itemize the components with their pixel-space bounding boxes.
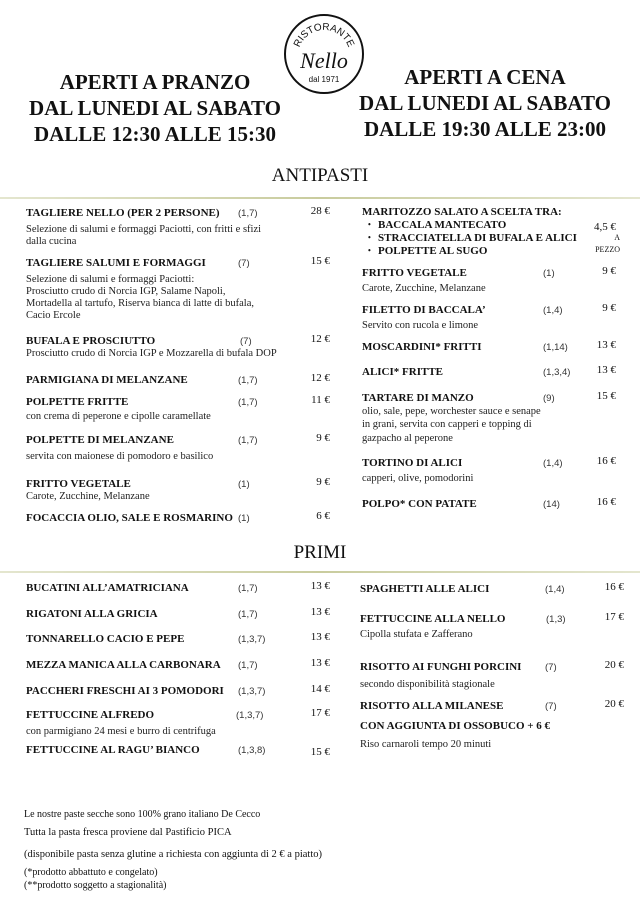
- menu-item-allergens: (9): [543, 393, 555, 404]
- menu-item-allergens: (1,3): [546, 614, 566, 625]
- menu-item-name: FETTUCCINE ALLA NELLO: [360, 613, 506, 625]
- menu-item-option: BACCALA MANTECATO •: [368, 219, 507, 231]
- menu-item-price: 13 €: [310, 631, 330, 643]
- menu-item-name: SPAGHETTI ALLE ALICI: [360, 583, 490, 595]
- menu-item-description: servita con maionese di pomodoro e basilico: [26, 451, 214, 462]
- menu-item-name: POLPETTE DI MELANZANE: [26, 434, 174, 446]
- menu-item-price: 20 €: [604, 698, 624, 710]
- dinner-hours: [325, 64, 640, 142]
- menu-item-price: 9 €: [316, 432, 330, 444]
- dinner-line: DAL LUNEDI AL SABATO: [359, 91, 611, 115]
- menu-item-description: gazpacho al peperone: [362, 433, 453, 444]
- menu-item-price: 13 €: [310, 657, 330, 669]
- menu-item-allergens: (1,7): [238, 375, 258, 386]
- dinner-line: DALLE 19:30 ALLE 23:00: [363, 117, 607, 141]
- menu-item-allergens: (1,7): [238, 397, 258, 408]
- footer-note: Le nostre paste secche sono 100% grano italiano De Cecco: [24, 809, 261, 820]
- menu-item-name: PARMIGIANA DI MELANZANE: [26, 374, 188, 386]
- menu-item-name: TAGLIERE NELLO (PER 2 PERSONE): [26, 207, 220, 219]
- menu-item-price: 17 €: [310, 707, 330, 719]
- menu-item-name: FILETTO DI BACCALA’: [362, 304, 486, 316]
- footer-note: (*prodotto abbattuto e congelato): [24, 867, 158, 878]
- menu-item-price: 17 €: [604, 611, 624, 623]
- menu-item-price: 9 €: [316, 476, 330, 488]
- menu-item-name: ALICI* FRITTE: [362, 366, 443, 378]
- menu-item-option: POLPETTE AL SUGO •: [368, 245, 488, 257]
- menu-item-price: 28 €: [310, 205, 330, 217]
- menu-item-price-unit: A: [614, 233, 620, 242]
- menu-item-description: capperi, olive, pomodorini: [362, 473, 474, 484]
- menu-item-name: FETTUCCINE ALFREDO: [26, 709, 155, 721]
- menu-item-allergens: (1,3,4): [543, 367, 571, 378]
- menu-item-name: RISOTTO AI FUNGHI PORCINI: [360, 661, 522, 673]
- section-title-antipasti: ANTIPASTI: [271, 165, 369, 186]
- menu-item-name: TAGLIERE SALUMI E FORMAGGI: [26, 257, 206, 269]
- divider: [0, 571, 640, 573]
- menu-item-price: 14 €: [310, 683, 330, 695]
- menu-item-allergens: (1,3,8): [238, 745, 266, 756]
- menu-item-description: Riso carnaroli tempo 20 minuti: [360, 739, 492, 750]
- footer-note: Tutta la pasta fresca proviene dal Pastificio PICA: [24, 827, 232, 838]
- menu-item-name: RIGATONI ALLA GRICIA: [26, 608, 158, 620]
- menu-item-price: 13 €: [310, 580, 330, 592]
- menu-item-name: MOSCARDINI* FRITTI: [362, 341, 482, 353]
- menu-item-description: Cacio Ercole: [26, 310, 81, 321]
- menu-item-description: in grani, servita con capperi e topping di: [362, 419, 532, 430]
- menu-item-name: MEZZA MANICA ALLA CARBONARA: [26, 659, 221, 671]
- lunch-line: DALLE 12:30 ALLE 15:30: [33, 122, 277, 146]
- menu-item-price: 13 €: [596, 339, 616, 351]
- menu-item-name: FETTUCCINE AL RAGU’ BIANCO: [26, 744, 200, 756]
- menu-item-price: 13 €: [310, 606, 330, 618]
- menu-item-name: TARTARE DI MANZO: [362, 392, 474, 404]
- menu-item-price: 9 €: [602, 302, 616, 314]
- menu-item-allergens: (1,7): [238, 660, 258, 671]
- footer-note: (**prodotto soggetto a stagionalità): [24, 880, 167, 891]
- menu-item-price: 11 €: [311, 394, 330, 406]
- svg-text:dal 1971: dal 1971: [308, 75, 340, 84]
- menu-item-description: Prosciutto crudo di Norcia IGP e Mozzarella di bufala DOP: [26, 348, 277, 359]
- menu-item-name: POLPETTE FRITTE: [26, 396, 129, 408]
- menu-item-description: con parmigiano 24 mesi e burro di centrifuga: [26, 726, 216, 737]
- menu-item-name: BUFALA E PROSCIUTTO: [26, 335, 156, 347]
- menu-item-allergens: (14): [543, 499, 560, 510]
- menu-item-description: Cipolla stufata e Zafferano: [360, 629, 473, 640]
- menu-item-allergens: (1): [238, 513, 250, 524]
- menu-item-allergens: (1,3,7): [236, 710, 264, 721]
- menu-item-allergens: (7): [545, 662, 557, 673]
- menu-item-price: 13 €: [596, 364, 616, 376]
- menu-item-extra: CON AGGIUNTA DI OSSOBUCO + 6 €: [360, 720, 551, 732]
- bullet-icon: •: [368, 233, 371, 242]
- footer-note: (disponibile pasta senza glutine a richiesta con aggiunta di 2 € a piatto): [24, 849, 322, 860]
- menu-item-name: BUCATINI ALL’AMATRICIANA: [26, 582, 189, 594]
- lunch-hours: [0, 69, 315, 147]
- svg-text:RISTORANTE: RISTORANTE: [291, 21, 357, 49]
- menu-item-allergens: (1,7): [238, 609, 258, 620]
- menu-item-description: Selezione di salumi e formaggi Paciotti, con fritti e sfizi: [26, 224, 262, 235]
- menu-item-description: Carote, Zucchine, Melanzane: [362, 283, 486, 294]
- menu-item-name: PACCHERI FRESCHI AI 3 POMODORI: [26, 685, 224, 697]
- menu-item-allergens: (7): [238, 258, 250, 269]
- menu-item-allergens: (1): [543, 268, 555, 279]
- menu-item-price-unit: PEZZO: [595, 245, 620, 254]
- menu-item-description: Carote, Zucchine, Melanzane: [26, 491, 150, 502]
- dinner-line: APERTI A CENA: [404, 65, 566, 89]
- section-title-primi: PRIMI: [293, 542, 347, 563]
- menu-item-allergens: (7): [545, 701, 557, 712]
- bullet-icon: •: [368, 220, 371, 229]
- menu-item-allergens: (1,3,7): [238, 634, 266, 645]
- menu-item-description: secondo disponibilità stagionale: [360, 679, 495, 690]
- menu-item-name: POLPO* CON PATATE: [362, 498, 477, 510]
- menu-item-name: TONNARELLO CACIO E PEPE: [26, 633, 185, 645]
- menu-item-price: 16 €: [604, 581, 624, 593]
- menu-item-description: Mortadella al tartufo, Riserva bianca di latte di bufala,: [26, 298, 254, 309]
- menu-item-allergens: (1,4): [545, 584, 565, 595]
- menu-item-name: TORTINO DI ALICI: [362, 457, 463, 469]
- menu-item-price: 9 €: [602, 265, 616, 277]
- menu-item-price: 16 €: [596, 455, 616, 467]
- menu-item-description: Servito con rucola e limone: [362, 320, 479, 331]
- menu-item-allergens: (1,7): [238, 583, 258, 594]
- svg-text:Nello: Nello: [300, 48, 348, 73]
- bullet-icon: •: [368, 246, 371, 255]
- menu-item-price: 16 €: [596, 496, 616, 508]
- menu-item-allergens: (1,3,7): [238, 686, 266, 697]
- lunch-line: APERTI A PRANZO: [59, 70, 251, 94]
- menu-item-description: con crema di peperone e cipolle caramellate: [26, 411, 211, 422]
- menu-item-allergens: (1): [238, 479, 250, 490]
- menu-item-price: 20 €: [604, 659, 624, 671]
- menu-item-price: 12 €: [310, 333, 330, 345]
- menu-item-allergens: (1,14): [543, 342, 568, 353]
- menu-item-option: STRACCIATELLA DI BUFALA E ALICI •: [368, 232, 577, 244]
- menu-item-price: 15 €: [310, 255, 330, 267]
- menu-item-price: 12 €: [310, 372, 330, 384]
- menu-item-description: Prosciutto crudo di Norcia IGP, Salame Napoli,: [26, 286, 226, 297]
- menu-item-description: Selezione di salumi e formaggi Paciotti:: [26, 274, 195, 285]
- menu-item-allergens: (1,7): [238, 435, 258, 446]
- menu-item-allergens: (7): [240, 336, 252, 347]
- menu-item-name: FRITTO VEGETALE: [26, 478, 131, 490]
- menu-item-price: 6 €: [316, 510, 330, 522]
- menu-item-allergens: (1,4): [543, 458, 563, 469]
- menu-item-name: FOCACCIA OLIO, SALE E ROSMARINO: [26, 512, 233, 524]
- menu-item-price: 4,5 €: [594, 221, 616, 233]
- menu-item-price: 15 €: [310, 746, 330, 758]
- menu-item-allergens: (1,7): [238, 208, 258, 219]
- menu-item-name: RISOTTO ALLA MILANESE: [360, 700, 504, 712]
- menu-item-name: MARITOZZO SALATO A SCELTA TRA:: [362, 206, 562, 218]
- divider: [0, 197, 640, 199]
- menu-item-description: olio, sale, pepe, worchester sauce e senape: [362, 406, 541, 417]
- lunch-line: DAL LUNEDI AL SABATO: [29, 96, 281, 120]
- menu-item-name: FRITTO VEGETALE: [362, 267, 467, 279]
- menu-item-description: dalla cucina: [26, 236, 77, 247]
- menu-item-price: 15 €: [596, 390, 616, 402]
- menu-item-allergens: (1,4): [543, 305, 563, 316]
